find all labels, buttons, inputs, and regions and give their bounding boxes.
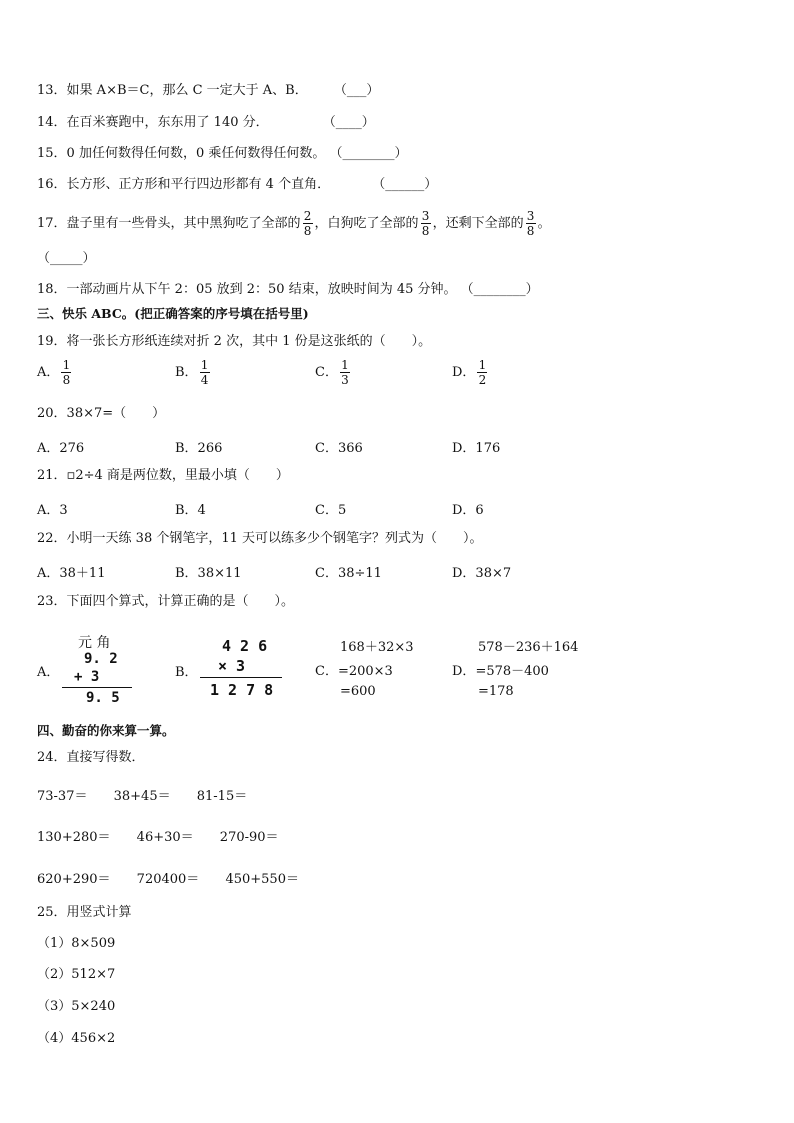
option-c[interactable]: C．366	[315, 441, 363, 456]
question-text: 14．在百米赛跑中，东东用了 140 分．	[37, 115, 269, 130]
question-text: 16．长方形、正方形和平行四边形都有 4 个直角．	[37, 177, 331, 192]
calc-row	[37, 826, 301, 845]
sum-line	[62, 687, 132, 688]
answer-blank[interactable]: （___）	[333, 83, 380, 98]
calc-line-3: =600	[340, 684, 376, 699]
addend-bottom: + 3	[74, 669, 100, 685]
option-c[interactable]: C．5	[315, 503, 347, 518]
option-b[interactable]: B．266	[175, 441, 223, 456]
unit-header: 元 角	[78, 635, 111, 651]
calc-item[interactable]: 46+30＝	[136, 830, 194, 845]
calc-row	[37, 868, 321, 887]
answer-blank[interactable]: （________）	[329, 146, 408, 161]
list-item: （1）8×509	[37, 936, 116, 951]
list-item: （2）512×7	[37, 967, 116, 982]
calc-item[interactable]: 450+550＝	[225, 872, 299, 887]
product-result: 1 2 7 8	[210, 681, 274, 699]
option-d[interactable]: D．6	[452, 503, 484, 518]
option-a[interactable]: A．38＋11	[37, 566, 106, 581]
question-24: 24．直接写得数．	[37, 750, 145, 765]
question-14	[37, 114, 375, 132]
option-c[interactable]: C．=200×3	[315, 664, 393, 679]
question-17: 17．盘子里有一些骨头，其中黑狗吃了全部的 $\frac{2}{8}$ ，白狗吃了全部的 $\frac{3}{8}$ ，还剩下全部的 $\frac{3}{8}$ 。	[37, 209, 551, 238]
calc-line-3: =178	[478, 684, 514, 699]
multiplicand: 4 2 6	[222, 637, 268, 655]
product-line	[200, 677, 282, 678]
fraction: $\frac{2}{8}$	[303, 209, 312, 238]
calc-item[interactable]: 81-15＝	[196, 789, 248, 804]
question-16	[37, 176, 437, 194]
calc-line-1: 168＋32×3	[340, 640, 414, 655]
option-b[interactable]: B．	[175, 665, 198, 680]
calc-row	[37, 785, 269, 804]
question-19: 19．将一张长方形纸连续对折 2 次，其中 1 份是这张纸的（ ）。	[37, 334, 432, 349]
option-a[interactable]: A．276	[37, 441, 85, 456]
option-d[interactable]: D． $\frac{1}{2}$	[452, 358, 487, 387]
calc-item[interactable]: 130+280＝	[37, 830, 111, 845]
fraction: $\frac{3}{8}$	[421, 209, 430, 238]
question-text: ，还剩下全部的	[432, 216, 524, 231]
calc-item[interactable]: 38+45＝	[113, 789, 171, 804]
list-item: （3）5×240	[37, 999, 116, 1014]
question-22: 22．小明一天练 38 个钢笔字，11 天可以练多少个钢笔字？列式为（ ）。	[37, 531, 483, 546]
question-text: 17．盘子里有一些骨头，其中黑狗吃了全部的	[37, 216, 301, 231]
question-text: 18．一部动画片从下午 2：05 放到 2：50 结束，放映时间为 45 分钟。	[37, 282, 457, 297]
question-20: 20．38×7=（ ）	[37, 406, 166, 421]
addend-top: 9. 2	[84, 651, 118, 667]
calc-item[interactable]: 620+290＝	[37, 872, 111, 887]
question-text: 13．如果 A×B＝C，那么 C 一定大于 A、B．	[37, 83, 308, 98]
question-25: 25．用竖式计算	[37, 905, 132, 920]
sum-result: 9. 5	[86, 690, 120, 706]
list-item: （4）456×2	[37, 1031, 116, 1046]
option-c[interactable]: C． $\frac{1}{3}$	[315, 358, 349, 387]
option-d[interactable]: D．176	[452, 441, 501, 456]
option-b[interactable]: B． $\frac{1}{4}$	[175, 358, 209, 387]
option-a[interactable]: A．	[37, 665, 60, 680]
question-13	[37, 82, 379, 100]
multiplier: × 3	[218, 657, 246, 675]
section-heading: 三、快乐 ABC。(把正确答案的序号填在括号里)	[37, 306, 309, 321]
option-a[interactable]: A． $\frac{1}{8}$	[37, 358, 71, 387]
question-text: ，白狗吃了全部的	[314, 216, 419, 231]
option-a[interactable]: A．3	[37, 503, 68, 518]
option-b[interactable]: B．38×11	[175, 566, 242, 581]
option-b[interactable]: B．4	[175, 503, 206, 518]
calc-item[interactable]: 720400＝	[136, 872, 200, 887]
answer-blank[interactable]: （_____）	[37, 251, 96, 266]
question-23: 23．下面四个算式，计算正确的是（ ）。	[37, 594, 295, 609]
option-d[interactable]: D．38×7	[452, 566, 512, 581]
calc-item[interactable]: 73-37＝	[37, 789, 88, 804]
question-21: 21．▫2÷4 商是两位数，里最小填（ ）	[37, 468, 289, 483]
fraction: $\frac{3}{8}$	[526, 209, 535, 238]
calc-item[interactable]: 270-90＝	[219, 830, 279, 845]
answer-blank[interactable]: （________）	[460, 282, 539, 297]
question-15	[37, 145, 408, 163]
option-c[interactable]: C．38÷11	[315, 566, 382, 581]
calc-line-1: 578－236＋164	[478, 640, 579, 655]
question-text: 15．0 加任何数得任何数，0 乘任何数得任何数。	[37, 146, 326, 161]
question-18	[37, 281, 539, 299]
answer-blank[interactable]: （____）	[322, 115, 375, 130]
section-heading: 四、勤奋的你来算一算。	[37, 723, 175, 738]
answer-blank[interactable]: （______）	[372, 177, 438, 192]
option-d[interactable]: D．=578－400	[452, 664, 549, 679]
